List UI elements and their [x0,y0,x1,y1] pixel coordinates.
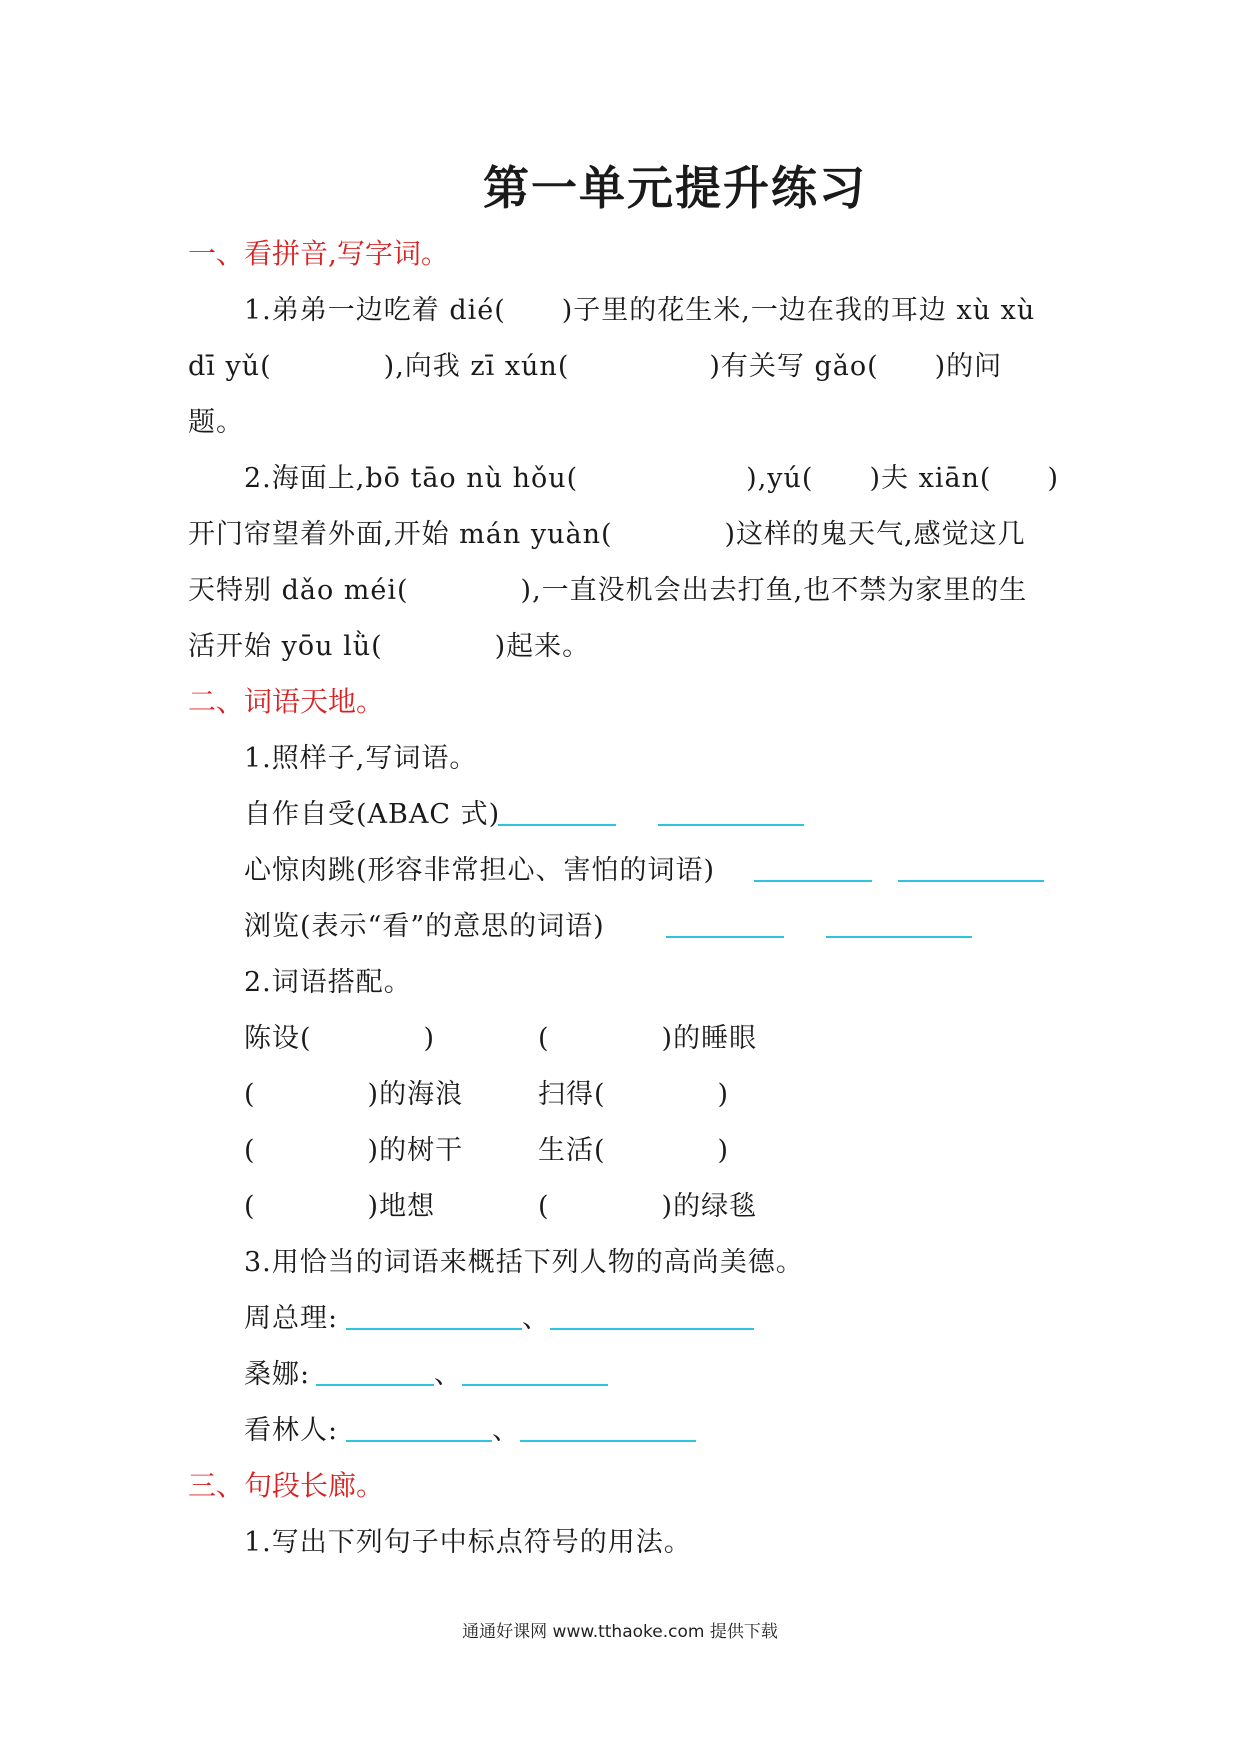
answer-blank[interactable] [666,936,784,938]
page-title: 第一单元提升练习 [483,161,867,215]
answer-blank[interactable] [498,824,616,826]
footer-text: 通通好课网 www.tthaoke.com 提供下载 [462,1622,778,1642]
answer-blank[interactable] [316,1384,434,1386]
pairing-left-4: ( )地想 [244,1191,436,1222]
virtue-person-1: 周总理: [244,1303,339,1334]
answer-blank[interactable] [346,1328,522,1330]
pairing-right-1: ( )的睡眼 [538,1023,758,1054]
s1-q1-line2: dī yǔ( ),向我 zī xún( )有关写 gǎo( )的问 [188,351,1003,382]
section1-heading: 一、看拼音,写字词。 [188,237,449,270]
s1-q1-line3: 题。 [188,407,244,438]
s1-q2-line2: 开门帘望着外面,开始 mán yuàn( )这样的鬼天气,感觉这几 [188,519,1026,550]
section3-heading: 三、句段长廊。 [188,1469,385,1502]
s3-q1-title: 1.写出下列句子中标点符号的用法。 [244,1527,692,1558]
virtue-person-3: 看林人: [244,1415,339,1446]
s2-q1-title: 1.照样子,写词语。 [244,743,478,774]
answer-blank[interactable] [898,880,1044,882]
s2-q1-item2: 心惊肉跳(形容非常担心、害怕的词语) [244,855,716,886]
s2-q3-title: 3.用恰当的词语来概括下列人物的高尚美德。 [244,1247,804,1278]
answer-blank[interactable] [754,880,872,882]
pairing-right-3: 生活( ) [538,1135,730,1166]
answer-blank[interactable] [520,1440,696,1442]
pairing-left-2: ( )的海浪 [244,1079,464,1110]
s2-q1-item3: 浏览(表示“看”的意思的词语) [244,911,605,942]
pairing-left-3: ( )的树干 [244,1135,464,1166]
answer-blank[interactable] [550,1328,754,1330]
separator: 、 [492,1415,520,1446]
s1-q2-line1: 2.海面上,bō tāo nù hǒu( ),yú( )夫 xiān( ) [244,463,1060,494]
pairing-right-2: 扫得( ) [538,1079,730,1110]
s1-q1-line1: 1.弟弟一边吃着 dié( )子里的花生米,一边在我的耳边 xù xù [244,295,1036,326]
answer-blank[interactable] [462,1384,608,1386]
s2-q2-title: 2.词语搭配。 [244,967,412,998]
section2-heading: 二、词语天地。 [188,685,385,718]
answer-blank[interactable] [658,824,804,826]
answer-blank[interactable] [346,1440,492,1442]
s1-q2-line3: 天特别 dǎo méi( ),一直没机会出去打鱼,也不禁为家里的生 [188,575,1028,606]
answer-blank[interactable] [826,936,972,938]
s1-q2-line4: 活开始 yōu lǜ( )起来。 [188,631,591,662]
s2-q1-item1: 自作自受(ABAC 式) [244,799,501,830]
virtue-person-2: 桑娜: [244,1359,311,1390]
separator: 、 [522,1303,550,1334]
pairing-left-1: 陈设( ) [244,1023,436,1054]
pairing-right-4: ( )的绿毯 [538,1191,758,1222]
separator: 、 [434,1359,462,1390]
